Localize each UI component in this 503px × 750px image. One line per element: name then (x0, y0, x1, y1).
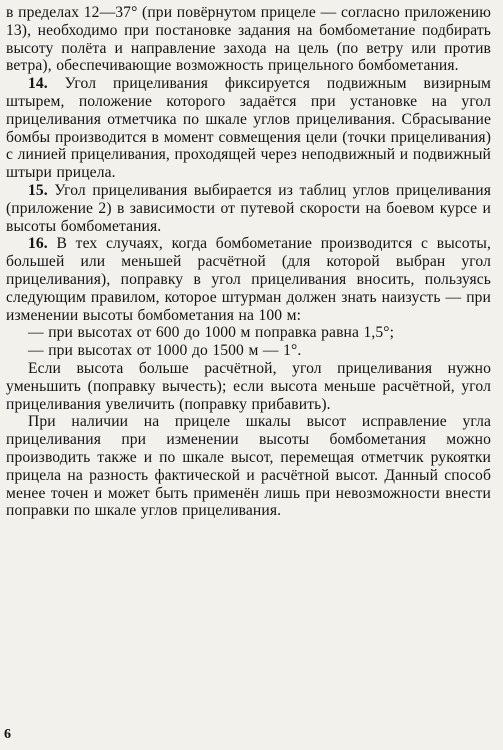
paragraph-13-continuation (6, 4, 491, 75)
paragraph-16 (6, 235, 491, 324)
paragraph-text: Угол прицеливания фиксируется подвижным визирным штырем, положение которого задаётся при установке на угол прицеливания отметчика по шкале углов прицеливания. Сбрасывание бомбы производится в момент совмещения цели (точки прицеливания) с линией прицеливания, проходящей через неподвижный и подвижный штыри прицела. (6, 75, 491, 182)
paragraph-text: Угол прицеливания выбирается из таблиц углов прицеливания (приложение 2) в зависимости от путевой скорости на боевом курсе и высоты бомбометания. (6, 181, 491, 235)
paragraph-number: 16. (28, 235, 48, 253)
list-item: — при высотах от 600 до 1000 м поправка равна 1,5°; (28, 324, 395, 342)
list-item: — при высотах от 1000 до 1500 м — 1°. (28, 342, 302, 360)
paragraph-number: 14. (28, 75, 48, 93)
paragraph-text: в пределах 12—37° (при повёрнутом прицеле — согласно приложению 13), необходимо при постановке задания на бомбометание подбирать высоту полёта и направление захода на цель (по ветру или против ветра), обеспечивающие возможность прицельного бомбометания. (6, 4, 491, 75)
paragraph-14 (6, 75, 491, 182)
final-paragraph: При наличии на прицеле шкалы высот исправление угла прицеливания при изменении высоты бомбометания можно производить также и по шкале высот, перемещая отметчик рукоятки прицела на разность фактической и расчётной высот. Данный способ менее точен и может быть применён лишь при невозможности внести поправки по шкале углов прицеливания. (6, 413, 491, 520)
paragraph-15 (6, 182, 491, 235)
rule-paragraph: Если высота больше расчётной, угол прицеливания нужно уменьшить (поправку вычесть); если высота меньше расчётной, угол прицеливания увеличить (поправку прибавить). (6, 359, 491, 413)
paragraph-text: В тех случаях, когда бомбометание производится с высоты, большей или меньшей расчётной (для которой выбран угол прицеливания), поправку в угол прицеливания вносить, пользуясь следующим правилом, которое штурман должен знать наизусть — при изменении высоты бомбометания на 100 м: (6, 235, 491, 324)
page-number: 6 (4, 727, 12, 743)
paragraph-number: 15. (28, 181, 48, 199)
